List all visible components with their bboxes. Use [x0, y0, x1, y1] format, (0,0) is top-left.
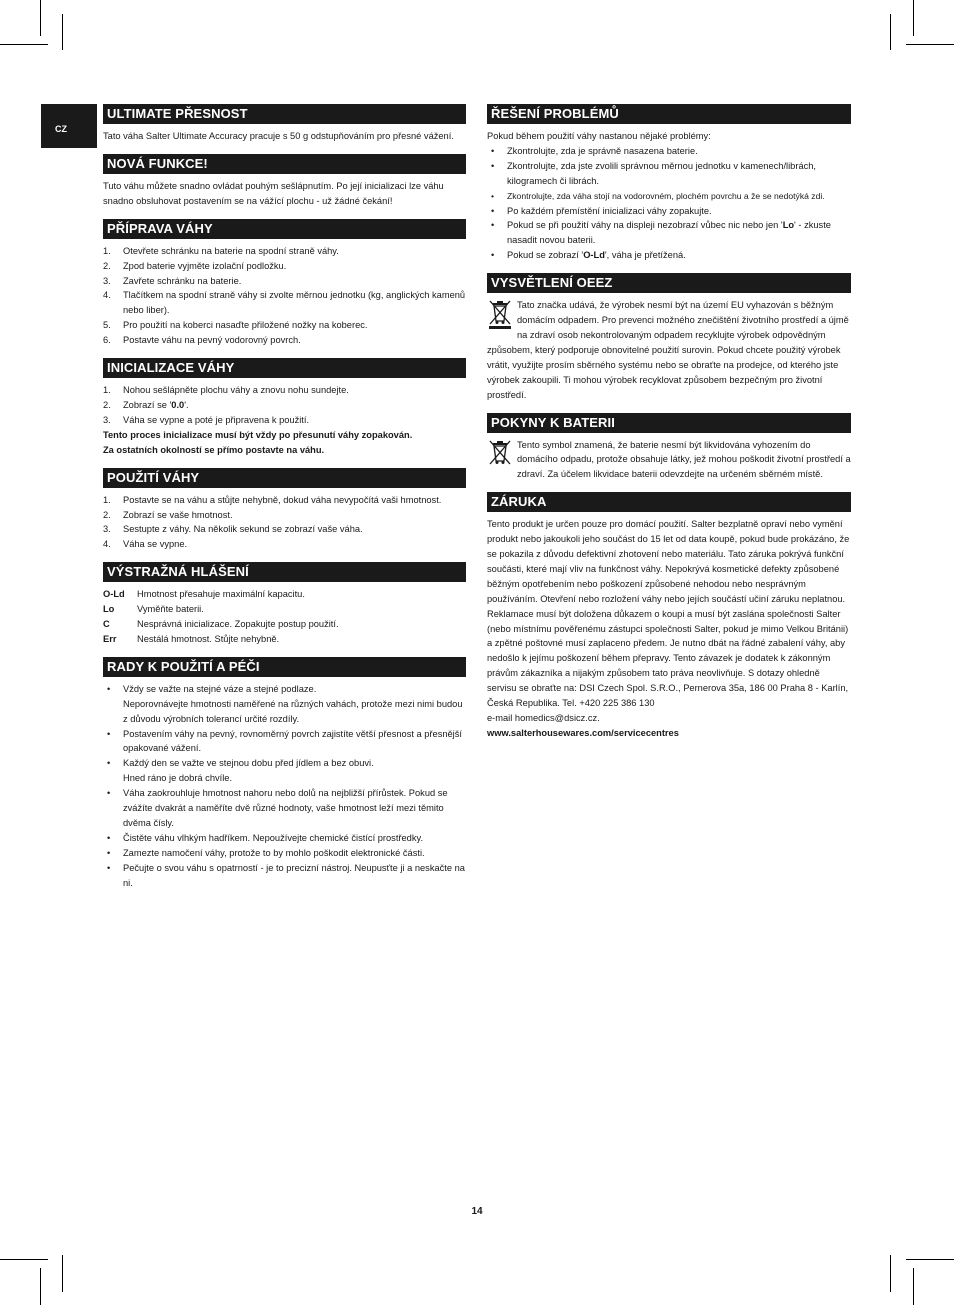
section-initialization — [103, 358, 466, 458]
section-warranty — [487, 492, 851, 741]
list-item — [103, 756, 466, 786]
crop-mark — [40, 0, 41, 36]
section-title: INICIALIZACE VÁHY — [103, 358, 466, 378]
list-item-text: '. — [184, 399, 189, 410]
display-code: Lo — [782, 220, 795, 231]
warning-text: Vyměňte baterii. — [137, 604, 204, 615]
bold-note: Za ostatních okolností se přímo postavte na váhu. — [103, 444, 325, 455]
section-title: NOVÁ FUNKCE! — [103, 154, 466, 174]
list-item — [487, 248, 851, 263]
crop-mark — [906, 1259, 954, 1260]
section-title: POUŽITÍ VÁHY — [103, 468, 466, 488]
list-item: • Zkontrolujte, zda váha stojí na vodorovném, plochém povrchu a že se nedotýká zdi. — [487, 189, 851, 204]
page-number: 14 — [471, 1206, 483, 1217]
section-intro: Pokud během použití váhy nastanou nějaké problémy: — [487, 131, 711, 141]
warning-row — [103, 587, 466, 602]
list-item: 1. Postavte se na váhu a stůjte nehybně, dokud váha nevypočítá vaši hmotnost. — [103, 493, 466, 508]
bold-note: Tento proces inicializace musí být vždy po přesunutí váhy zopakován. — [103, 429, 413, 440]
language-tab-label: CZ — [55, 124, 67, 134]
list-item: • Čistěte váhu vlhkým hadříkem. Nepoužívejte chemické čistící prostředky. — [103, 831, 466, 846]
crop-mark — [40, 1268, 41, 1305]
section-weee — [487, 273, 851, 402]
section-text: Tuto váhu můžete snadno ovládat pouhým sešlápnutím. Po její inicializaci lze váhu snadno obsluhovat postavením se na vážící plochu - už žádné čekání! — [103, 180, 444, 206]
section-care-tips — [103, 657, 466, 891]
warning-text: Hmotnost přesahuje maximální kapacitu. — [137, 589, 305, 600]
list-item-text: Každý den se važte ve stejnou dobu před jídlem a bez obuvi. — [123, 758, 374, 769]
warning-code: O-Ld — [103, 589, 125, 600]
list-item: • Pečujte o svou váhu s opatrností - je to precizní nástroj. Neupusťte ji a neskačte na ni. — [103, 861, 466, 891]
crop-mark — [62, 1255, 63, 1292]
list-item: 1. Nohou sešlápněte plochu váhy a znovu nohu sundejte. — [103, 383, 466, 398]
numbered-list — [103, 244, 466, 348]
language-tab — [41, 104, 97, 148]
list-item-text: Hned ráno je dobrá chvíle. — [123, 773, 233, 784]
crop-mark — [913, 1268, 914, 1305]
list-item — [103, 398, 466, 413]
crop-mark — [906, 44, 954, 45]
crop-mark — [890, 1255, 891, 1292]
warning-row — [103, 617, 466, 632]
numbered-list — [103, 493, 466, 553]
crop-mark — [0, 1259, 48, 1260]
display-code: O-Ld — [583, 250, 605, 261]
list-item: 3. Sestupte z váhy. Na několik sekund se zobrazí vaše váha. — [103, 522, 466, 537]
list-item: • Postavením váhy na pevný, rovnoměrný povrch zajistíte větší přesnost a přesnější opakované vážení. — [103, 727, 466, 757]
section-new-feature — [103, 154, 466, 209]
list-item: 5. Pro použití na koberci nasaďte přiložené nožky na koberec. — [103, 318, 466, 333]
contact-email: e-mail homedics@dsicz.cz. — [487, 713, 600, 723]
section-text — [487, 438, 851, 483]
section-title: PŘÍPRAVA VÁHY — [103, 219, 466, 239]
list-item: 3. Zavřete schránku na baterie. — [103, 274, 466, 289]
list-item: 6. Postavte váhu na pevný vodorovný povrch. — [103, 333, 466, 348]
list-item-text: Zobrazí se ' — [123, 399, 172, 410]
section-ultimate-accuracy — [103, 104, 466, 144]
list-item-text: Pokud se při použití váhy na displeji nezobrazí vůbec nic nebo jen ' — [507, 220, 783, 231]
crop-mark — [0, 44, 48, 45]
list-item: 4. Tlačítkem na spodní straně váhy si zvolte měrnou jednotku (kg, anglických kamenů nebo liber). — [103, 288, 466, 318]
list-item-text: Neporovnávejte hmotnosti naměřené na různých vahách, protože mezi nimi budou z důvodu výrobních tolerancí určité rozdíly. — [123, 698, 463, 724]
section-text — [487, 298, 851, 402]
bullet-list — [487, 144, 851, 263]
list-item — [487, 218, 851, 248]
crossed-bin-icon — [487, 299, 513, 329]
left-column — [103, 104, 466, 901]
section-text-content: Tato značka udává, že výrobek nesmí být na území EU vyhazován s běžným domácím odpadem. Pro prevenci možného znečištění životního prostředí a újmě na zdraví osob nekontrolovaným odpadem recyklujte výrobek odpovědným způsobem, který podporuje obnovitelné použití surovin. Pokud chcete použitý výrobek vrátit, využijte prosím sběrného systému nebo se obraťte na prodejce, od kterého jste výrobek zakoupili. Ti mohou výrobek recyklovat způsobem bezpečným pro životní prostředí. — [487, 300, 849, 400]
right-column — [487, 104, 851, 751]
list-item: • Zamezte namočení váhy, protože to by mohlo poškodit elektronické části. — [103, 846, 466, 861]
list-item: 2. Zobrazí se vaše hmotnost. — [103, 508, 466, 523]
list-item: 3. Váha se vypne a poté je připravena k použití. — [103, 413, 466, 428]
warning-code: Lo — [103, 604, 115, 615]
section-title: VÝSTRAŽNÁ HLÁŠENÍ — [103, 562, 466, 582]
numbered-list — [103, 383, 466, 428]
crop-mark — [890, 14, 891, 50]
warning-row — [103, 602, 466, 617]
crossed-bin-icon — [487, 439, 513, 469]
list-item: 1. Otevřete schránku na baterie na spodní straně váhy. — [103, 244, 466, 259]
section-using-scale — [103, 468, 466, 553]
section-scale-preparation — [103, 219, 466, 348]
warning-code: C — [103, 619, 110, 630]
service-url: www.salterhousewares.com/servicecentres — [487, 727, 679, 738]
bullet-list — [103, 682, 466, 891]
crop-mark — [913, 0, 914, 36]
crop-mark — [62, 14, 63, 50]
section-text: Tento produkt je určen pouze pro domácí použití. Salter bezplatně opraví nebo vymění produkt nebo jakoukoli jeho součást do 15 let od data koupě, pokud bude prokázáno, že se pokazila z důvodu defektivní zhotovení nebo materiálu. Tato záruka pokrývá funkční součásti, které mají vliv na funkčnost váhy. Nepokrývá kosmetické defekty způsobené běžným opotřebením nebo poškození způsobené nehodou nebo nesprávným používáním. Otevření nebo rozložení váhy nebo jejích součástí učiní záruku neplatnou. Reklamace musí být doložena důkazem o koupi a musí být zaslána společnosti Salter (nebo místnímu pověřenému zástupci společnosti Salter, pokud je mimo Velkou Británii) a zpětné poštovné musí zaplaceno předem. Je nutno dbát na řádné zabalení váhy, aby nedošlo k jejímu poškození během přepravy. Tento závazek je dodatek k zákonným právům zákazníka a nijakým způsobem tato práva neovlivňuje. S dotazy ohledně servisu se obraťte na: DSI Czech Spol. S.R.O., Pernerova 35a, 186 00 Praha 8 - Karlín, Česká Republika. Tel. +420 225 386 130 — [487, 519, 850, 709]
warning-text: Nesprávná inicializace. Zopakujte postup použití. — [137, 619, 339, 630]
section-title: ZÁRUKA — [487, 492, 851, 512]
section-text-content: Tento symbol znamená, že baterie nesmí být likvidována vyhozením do domácího odpadu, protože obsahuje látky, jež mohou poškodit životní prostředí a zdraví. Za účelem likvidace baterii odevzdejte na určeném sběrném místě. — [517, 439, 851, 480]
section-text: Tato váha Salter Ultimate Accuracy pracuje s 50 g odstupňováním pro přesné vážení. — [103, 131, 454, 141]
list-item: • Váha zaokrouhluje hmotnost nahoru nebo dolů na nejbližší přírůstek. Pokud se zvážíte dvakrát a naměříte dvě různé hodnoty, vaše hmotnost leží mezi těmito dvěma čísly. — [103, 786, 466, 831]
section-battery — [487, 413, 851, 483]
list-item-text: ', váha je přetížená. — [604, 250, 686, 261]
list-item: • Zkontrolujte, zda je správně nasazena baterie. — [487, 144, 851, 159]
warning-text: Nestálá hmotnost. Stůjte nehybně. — [137, 633, 280, 644]
warning-row — [103, 632, 466, 647]
section-title: ULTIMATE PŘESNOST — [103, 104, 466, 124]
section-title: ŘEŠENÍ PROBLÉMŮ — [487, 104, 851, 124]
list-item: 4. Váha se vypne. — [103, 537, 466, 552]
list-item-text: Vždy se važte na stejné váze a stejné podlaze. — [123, 683, 317, 694]
list-item: • Po každém přemístění inicializaci váhy zopakujte. — [487, 204, 851, 219]
section-troubleshooting — [487, 104, 851, 263]
section-title: VYSVĚTLENÍ OEEZ — [487, 273, 851, 293]
list-item-text: Pokud se zobrazí ' — [507, 250, 584, 261]
list-item: 2. Zpod baterie vyjměte izolační podložku. — [103, 259, 466, 274]
section-warning-messages — [103, 562, 466, 647]
warning-code: Err — [103, 633, 117, 644]
list-item — [103, 682, 466, 727]
display-code: 0.0 — [171, 399, 185, 410]
section-title: POKYNY K BATERII — [487, 413, 851, 433]
section-title: RADY K POUŽITÍ A PÉČI — [103, 657, 466, 677]
list-item: • Zkontrolujte, zda jste zvolili správnou měrnou jednotku v kamenech/librách, kilogramech či librách. — [487, 159, 851, 189]
list-item-text: ' - zkuste nasadit novou baterii. — [507, 220, 831, 246]
